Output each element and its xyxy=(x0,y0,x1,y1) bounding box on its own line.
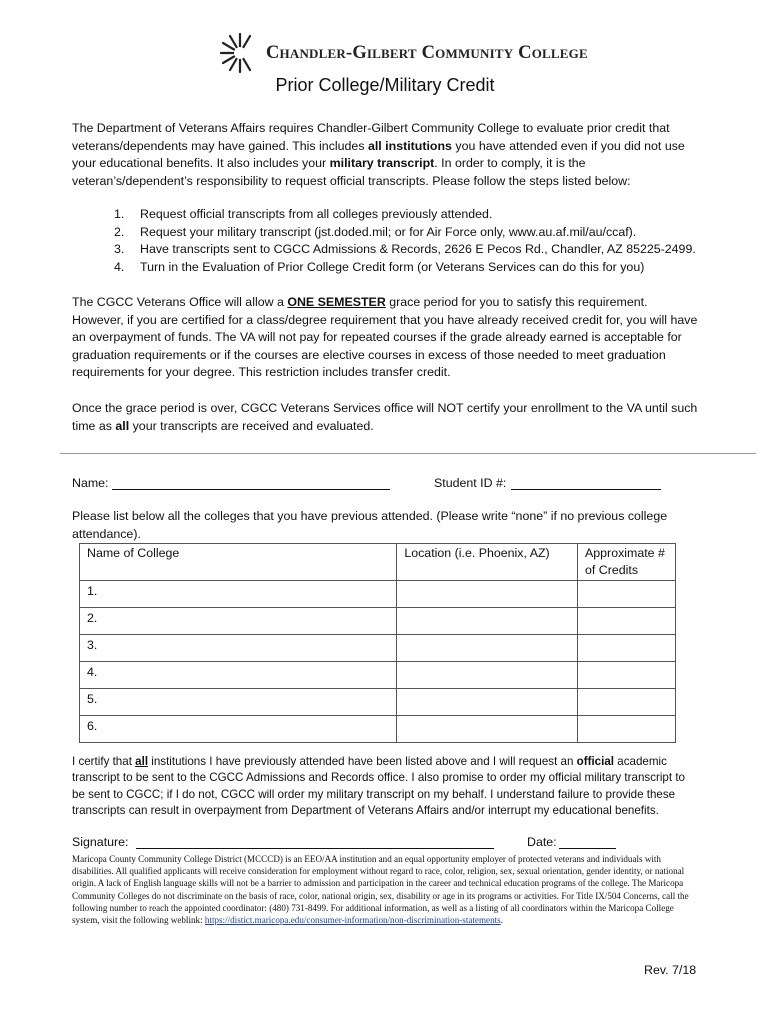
credits-cell[interactable] xyxy=(578,608,676,635)
student-id-label: Student ID #: xyxy=(434,476,507,490)
list-item: 4. Turn in the Evaluation of Prior College Credit form (or Veterans Services can do this for you) xyxy=(114,259,645,274)
section-divider xyxy=(60,453,756,454)
starburst-logo-icon xyxy=(218,31,262,75)
after-grace-paragraph: Once the grace period is over, CGCC Veterans Services office will NOT certify your enrollment to the VA until such time as all your transcripts are received and evaluated. xyxy=(72,401,698,433)
name-field[interactable] xyxy=(112,489,390,490)
revision-label: Rev. 7/18 xyxy=(644,963,697,977)
credits-cell[interactable] xyxy=(578,662,676,689)
logo-text: Chandler-Gilbert Community College xyxy=(266,42,588,63)
college-name-cell[interactable]: 6. xyxy=(80,716,397,743)
list-item: 2. Request your military transcript (jst.doded.mil; or for Air Force only, www.au.af.mil/au/ccaf). xyxy=(114,224,637,239)
list-item: 3. Have transcripts sent to CGCC Admissions & Records, 2626 E Pecos Rd., Chandler, AZ 85225-2499. xyxy=(114,242,696,256)
location-cell[interactable] xyxy=(397,635,578,662)
signature-label: Signature: xyxy=(72,835,129,849)
date-field[interactable] xyxy=(559,848,616,849)
student-id-field[interactable] xyxy=(511,489,661,490)
credits-cell[interactable] xyxy=(578,716,676,743)
credits-header: Approximate # of Credits xyxy=(578,544,676,581)
credits-cell[interactable] xyxy=(578,689,676,716)
table-row xyxy=(80,689,676,716)
table-row xyxy=(80,716,676,743)
location-cell[interactable] xyxy=(397,608,578,635)
non-discrimination-link[interactable]: https://distict.maricopa.edu/consumer-information/non-discrimination-statements xyxy=(204,915,501,926)
certification-paragraph: I certify that all institutions I have previously attended have been listed above and I will request an official academic transcript to be sent to the CGCC Admissions and Records office. I also promise to order my official military transcript to be sent to CGCC; if I do not, CGCC will order my military transcript on my behalf. I understand failure to provide these transcripts can result in overpayment from Department of Veterans Affairs and/or interrupt my educational benefits. xyxy=(72,755,685,818)
page-title: Prior College/Military Credit xyxy=(275,75,495,95)
location-cell[interactable] xyxy=(397,689,578,716)
credits-cell[interactable] xyxy=(578,635,676,662)
date-label: Date: xyxy=(527,835,557,849)
college-name-cell[interactable]: 1. xyxy=(80,581,397,608)
table-row xyxy=(80,608,676,635)
location-cell[interactable] xyxy=(397,716,578,743)
college-name-cell[interactable]: 4. xyxy=(80,662,397,689)
college-name-cell[interactable]: 2. xyxy=(80,608,397,635)
non-discrimination-statement: Maricopa County Community College District (MCCCD) is an EEO/AA institution and an equal opportunity employer of protected veterans and individuals with disabilities. All qualified applicants will receive consideration for employment without regard to race, color, religion, sex, sexual orientation, gender identity, or national origin. A lack of English language skills will not be a barrier to admission and participation in the career and technical education programs of the college. The Maricopa Community Colleges do not discriminate on the basis of race, color, national origin, sex, disability or age in its programs or activities. For Title IX/504 Concerns, call the following number to reach the appointed coordinator: (480) 731-8499. For additional information, as well as a listing of all coordinators within the Maricopa College system, visit the following weblink: https://distict.maricopa.edu/consumer-information/non-discrimination-statements. xyxy=(72,854,689,926)
college-name-cell[interactable]: 5. xyxy=(80,689,397,716)
signature-field[interactable] xyxy=(136,848,494,849)
list-item: 1. Request official transcripts from all colleges previously attended. xyxy=(114,207,493,221)
table-header-row xyxy=(80,544,676,581)
college-name-cell[interactable]: 3. xyxy=(80,635,397,662)
credits-cell[interactable] xyxy=(578,581,676,608)
table-row xyxy=(80,635,676,662)
intro-paragraph: The Department of Veterans Affairs requires Chandler-Gilbert Community College to evaluate prior credit that veterans/dependents may have gained. This includes all institutions you have attended even if you did not use your educational benefits. It also includes your military transcript. In order to comply, it is the veteran’s/dependent’s responsibility to request official transcripts. Please follow the steps listed below: xyxy=(72,121,685,188)
location-header: Location (i.e. Phoenix, AZ) xyxy=(397,544,578,581)
college-logo xyxy=(218,30,588,76)
colleges-table xyxy=(79,543,676,743)
college-name-header: Name of College xyxy=(80,544,397,581)
name-label: Name: xyxy=(72,476,109,490)
steps-list xyxy=(114,206,714,276)
table-row xyxy=(80,662,676,689)
location-cell[interactable] xyxy=(397,581,578,608)
location-cell[interactable] xyxy=(397,662,578,689)
grace-period-paragraph: The CGCC Veterans Office will allow a ONE SEMESTER grace period for you to satisfy this requirement. However, if you are certified for a class/degree requirement that you have already received credit for, you will have an overpayment of funds. The VA will not pay for repeated courses if the grade already earned is acceptable for graduation requirements or if the courses are elective courses in excess of those needed to meet graduation requirements for your degree. This restriction includes transfer credit. xyxy=(72,295,698,379)
colleges-instruction: Please list below all the colleges that you have previous attended. (Please write “none” if no previous college attendance). xyxy=(72,509,668,541)
table-row xyxy=(80,581,676,608)
